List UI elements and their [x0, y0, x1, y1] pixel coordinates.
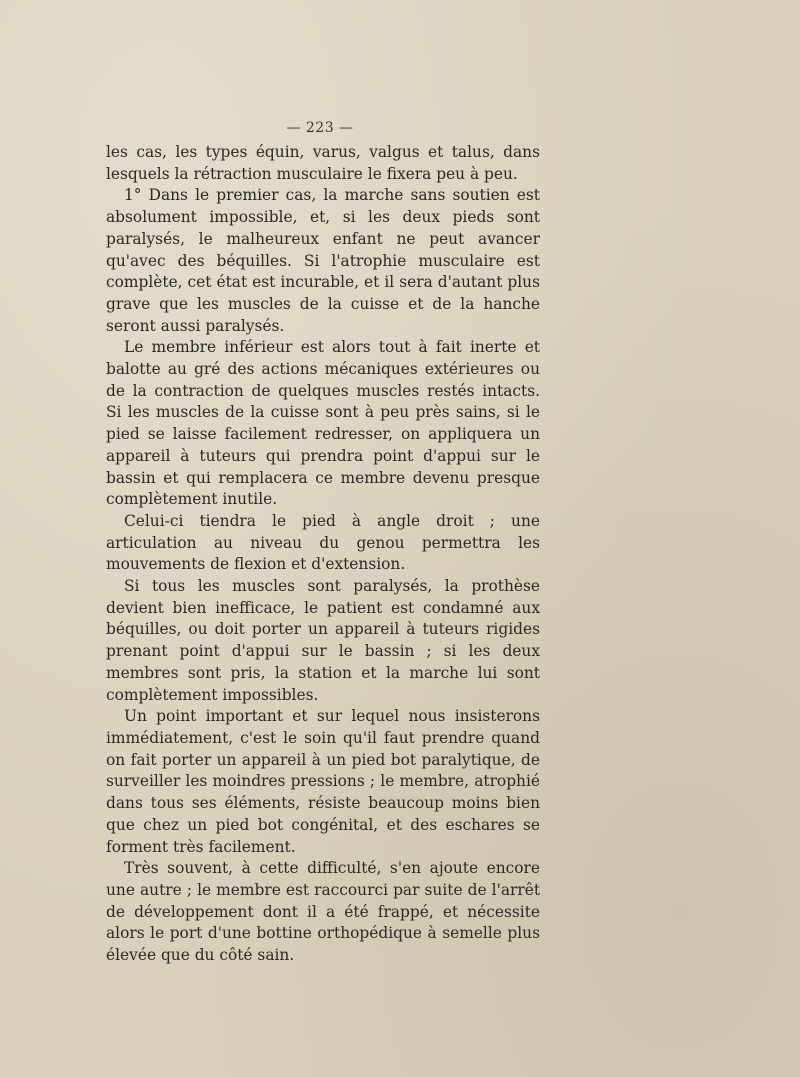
paragraph: Un point important et sur lequel nous insisterons immédiatement, c'est le soin qu'il faut prendre quand on fait porter un appareil à un pied bot paralytique, de surveiller les moindres pressions ; le membre, atrophié dans tous ses éléments, résiste beaucoup moins bien que chez un pied bot congénital, et des eschares se forment très facilement.: [106, 707, 540, 856]
paragraph: Celui-ci tiendra le pied à angle droit ; une articulation au niveau du genou permettra les mouvements de flexion et d'extension.: [106, 511, 540, 574]
paragraph: 1° Dans le premier cas, la marche sans soutien est absolument impossible, et, si les deux pieds sont paralysés, le malheureux enfant ne peut avancer qu'avec des béquilles. Si l'atrophie musculaire est complète, cet état est incurable, et il sera d'autant plus grave que les muscles de la cuisse et de la hanche seront aussi paralysés.: [106, 186, 540, 335]
paragraph: Très souvent, à cette difficulté, s'en ajoute encore une autre ; le membre est raccourci par suite de l'arrêt de développement dont il a été frappé, et nécessite alors le port d'une bottine orthopédique à semelle plus élevée que du côté sain.: [106, 859, 540, 965]
page-number: — 223 —: [286, 120, 354, 136]
paragraph: Le membre inférieur est alors tout à fait inerte et balotte au gré des actions mécaniques extérieures ou de la contraction de quelques muscles restés intacts. Si les muscles de la cuisse sont à peu près sains, si le pied se laisse facilement redresser, on appliquera un appareil à tuteurs qui prendra point d'appui sur le bassin et qui remplacera ce membre devenu presque complètement inutile.: [106, 338, 540, 509]
paragraph: Si tous les muscles sont paralysés, la prothèse devient bien inefficace, le patient est condamné aux béquilles, ou doit porter un appareil à tuteurs rigides prenant point d'appui sur le bassin ; si les deux membres sont pris, la station et la marche lui sont complètement impossibles.: [106, 577, 540, 704]
paragraph: les cas, les types équin, varus, valgus et talus, dans lesquels la rétraction musculaire le fixera peu à peu.: [106, 143, 540, 183]
body-text: [106, 142, 540, 967]
